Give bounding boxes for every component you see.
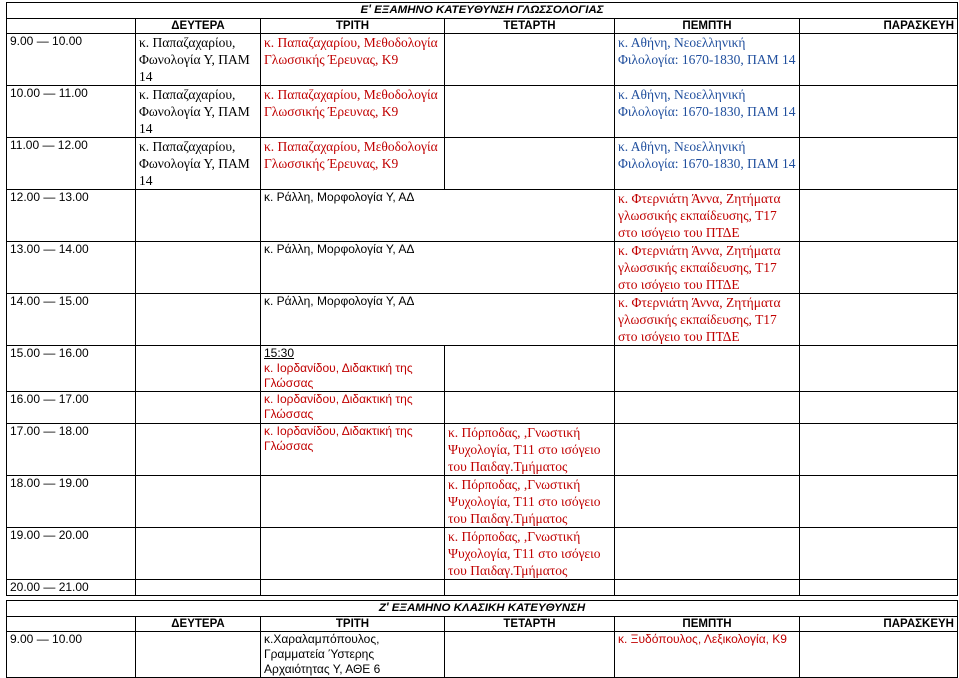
time-cell: 17.00 — 18.00	[7, 424, 136, 476]
course-cell	[445, 632, 615, 678]
course-cell	[136, 242, 261, 294]
course-cell: κ. Πόρποδας, ,Γνωστική Ψυχολογία, Τ11 στο ισόγειο του Παιδαγ.Τμήματος	[445, 476, 615, 528]
table-row	[7, 34, 958, 86]
table-row	[7, 392, 958, 424]
course-cell	[615, 476, 800, 528]
course-cell	[136, 346, 261, 392]
time-cell: 9.00 — 10.00	[7, 34, 136, 86]
course-cell	[136, 190, 261, 242]
course-cell: κ.Χαραλαμπόπουλος, Γραμματεία Ύστερης Αρχαιότητας Υ, ΑΘΕ 6	[261, 632, 445, 678]
day-header-thu: ΠΕΜΠΤΗ	[615, 617, 800, 632]
course-cell	[800, 528, 958, 580]
course-cell	[261, 528, 445, 580]
day-header-wed: ΤΕΤΑΡΤΗ	[445, 19, 615, 34]
course-cell	[800, 392, 958, 424]
course-cell: κ. Παπαζαχαρίου, Φωνολογία Υ, ΠΑΜ 14	[136, 86, 261, 138]
day-header-wed: ΤΕΤΑΡΤΗ	[445, 617, 615, 632]
course-cell	[615, 424, 800, 476]
time-cell: 16.00 — 17.00	[7, 392, 136, 424]
course-cell: κ. Παπαζαχαρίου, Μεθοδολογία Γλωσσικής Έρευνας, Κ9	[261, 34, 445, 86]
course-cell	[615, 580, 800, 596]
time-cell: 13.00 — 14.00	[7, 242, 136, 294]
table-row	[7, 632, 958, 678]
course-text: κ. Ράλλη, Μορφολογία Υ, ΑΔ	[264, 294, 415, 308]
time-cell: 20.00 — 21.00	[7, 580, 136, 596]
course-cell	[136, 294, 261, 346]
table-row	[7, 580, 958, 596]
course-cell: κ. Ξυδόπουλος, Λεξικολογία, Κ9	[615, 632, 800, 678]
course-cell: κ. Παπαζαχαρίου, Μεθοδολογία Γλωσσικής Έρευνας, Κ9	[261, 138, 445, 190]
table-row	[7, 528, 958, 580]
course-cell: κ. Αθήνη, Νεοελληνική Φιλολογία: 1670-1830, ΠΑΜ 14	[615, 138, 800, 190]
course-cell	[615, 346, 800, 392]
day-header-tue: ΤΡΙΤΗ	[261, 617, 445, 632]
course-cell	[445, 86, 615, 138]
course-cell: κ. Αθήνη, Νεοελληνική Φιλολογία: 1670-1830, ΠΑΜ 14	[615, 34, 800, 86]
course-cell	[800, 476, 958, 528]
course-cell	[261, 242, 615, 294]
table-title: Ζ' ΕΞΑΜΗΝΟ ΚΛΑΣΙΚΗ ΚΑΤΕΥΘΥΝΣΗ	[7, 601, 958, 617]
day-header-fri: ΠΑΡΑΣΚΕΥΗ	[800, 617, 958, 632]
course-text: κ. Ράλλη, Μορφολογία Υ, ΑΔ	[264, 242, 415, 256]
course-cell	[136, 632, 261, 678]
day-header-mon: ΔΕΥΤΕΡΑ	[136, 617, 261, 632]
course-cell	[261, 580, 445, 596]
table-row	[7, 294, 958, 346]
course-cell: κ. Φτερνιάτη Άννα, Ζητήματα γλωσσικής εκπαίδευσης, Τ17 στο ισόγειο του ΠΤΔΕ	[615, 190, 800, 242]
table-row	[7, 346, 958, 392]
course-cell: κ. Φτερνιάτη Άννα, Ζητήματα γλωσσικής εκπαίδευσης, Τ17 στο ισόγειο του ΠΤΔΕ	[615, 294, 800, 346]
course-cell: κ. Παπαζαχαρίου, Φωνολογία Υ, ΠΑΜ 14	[136, 138, 261, 190]
schedule-table-z-semester	[6, 600, 958, 678]
course-cell: κ. Πόρποδας, ,Γνωστική Ψυχολογία, Τ11 στο ισόγειο του Παιδαγ.Τμήματος	[445, 528, 615, 580]
course-cell	[136, 528, 261, 580]
schedule-table-e-semester	[6, 2, 958, 596]
course-cell	[445, 580, 615, 596]
time-cell: 12.00 — 13.00	[7, 190, 136, 242]
course-cell	[800, 424, 958, 476]
course-text: κ. Ράλλη, Μορφολογία Υ, ΑΔ	[264, 190, 415, 204]
course-cell	[136, 580, 261, 596]
time-cell: 9.00 — 10.00	[7, 632, 136, 678]
course-cell: κ. Αθήνη, Νεοελληνική Φιλολογία: 1670-1830, ΠΑΜ 14	[615, 86, 800, 138]
course-cell: κ. Ιορδανίδου, Διδακτική της Γλώσσας	[261, 392, 445, 424]
table-row	[7, 138, 958, 190]
time-cell: 11.00 — 12.00	[7, 138, 136, 190]
course-cell	[136, 476, 261, 528]
course-cell	[445, 138, 615, 190]
course-cell	[800, 34, 958, 86]
day-header-thu: ΠΕΜΠΤΗ	[615, 19, 800, 34]
course-cell	[445, 34, 615, 86]
time-header-cell	[7, 19, 136, 34]
course-cell	[261, 476, 445, 528]
course-cell: κ. Φτερνιάτη Άννα, Ζητήματα γλωσσικής εκπαίδευσης, Τ17 στο ισόγειο του ΠΤΔΕ	[615, 242, 800, 294]
course-cell	[136, 424, 261, 476]
course-cell	[261, 294, 615, 346]
course-cell	[615, 392, 800, 424]
table-row	[7, 424, 958, 476]
course-cell	[136, 392, 261, 424]
table-row	[7, 242, 958, 294]
table-row	[7, 190, 958, 242]
time-header-cell	[7, 617, 136, 632]
time-note: 15:30	[264, 346, 295, 360]
course-cell	[800, 242, 958, 294]
course-cell	[445, 346, 615, 392]
course-cell	[800, 294, 958, 346]
course-cell: κ. Παπαζαχαρίου, Φωνολογία Υ, ΠΑΜ 14	[136, 34, 261, 86]
course-cell	[800, 86, 958, 138]
time-cell: 10.00 — 11.00	[7, 86, 136, 138]
time-cell: 19.00 — 20.00	[7, 528, 136, 580]
course-cell: κ. Πόρποδας, ,Γνωστική Ψυχολογία, Τ11 στο ισόγειο του Παιδαγ.Τμήματος	[445, 424, 615, 476]
course-cell	[800, 632, 958, 678]
course-cell	[261, 190, 615, 242]
table-row	[7, 476, 958, 528]
course-cell: κ. Ιορδανίδου, Διδακτική της Γλώσσας	[261, 424, 445, 476]
day-header-mon: ΔΕΥΤΕΡΑ	[136, 19, 261, 34]
course-cell	[800, 138, 958, 190]
table-title: Ε' ΕΞΑΜΗΝΟ ΚΑΤΕΥΘΥΝΣΗ ΓΛΩΣΣΟΛΟΓΙΑΣ	[7, 3, 958, 19]
course-text: κ. Ιορδανίδου, Διδακτική της Γλώσσας	[264, 361, 413, 390]
day-header-fri: ΠΑΡΑΣΚΕΥΗ	[800, 19, 958, 34]
course-cell	[800, 580, 958, 596]
course-cell	[800, 346, 958, 392]
course-cell	[615, 528, 800, 580]
time-cell: 15.00 — 16.00	[7, 346, 136, 392]
course-cell	[800, 190, 958, 242]
table-row	[7, 86, 958, 138]
course-cell	[445, 392, 615, 424]
course-cell: κ. Παπαζαχαρίου, Μεθοδολογία Γλωσσικής Έρευνας, Κ9	[261, 86, 445, 138]
time-cell: 14.00 — 15.00	[7, 294, 136, 346]
day-header-tue: ΤΡΙΤΗ	[261, 19, 445, 34]
time-cell: 18.00 — 19.00	[7, 476, 136, 528]
course-cell	[261, 346, 445, 392]
